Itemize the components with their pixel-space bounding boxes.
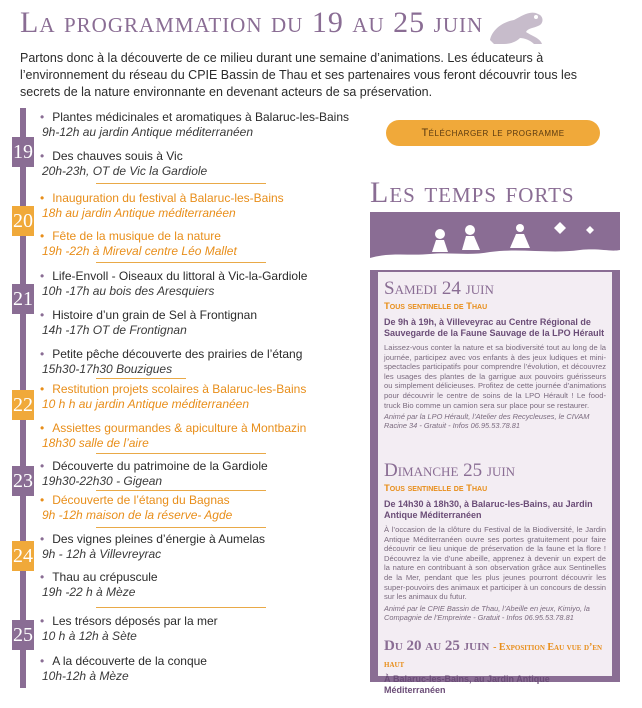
event-title: • Découverte du patrimoine de la Gardiole bbox=[40, 459, 380, 474]
event-title: • Plantes médicinales et aromatiques à Balaruc-les-Bains bbox=[40, 110, 380, 125]
event-detail: 9h -12h maison de la réserve- Agde bbox=[42, 508, 233, 522]
event-detail: 20h-23h, OT de Vic la Gardiole bbox=[42, 164, 208, 178]
dimanche-block bbox=[384, 460, 606, 622]
dimanche-heading: Dimanche 25 juin bbox=[384, 460, 516, 481]
event-title: • Life-Envoll - Oiseaux du littoral à Vic-la-Gardiole bbox=[40, 269, 380, 284]
expo-label: - Exposition Eau vue d’en haut bbox=[384, 642, 603, 670]
event-detail: 10h -17h au bois des Aresquiers bbox=[42, 284, 215, 298]
day-badge-21: 21 bbox=[12, 284, 34, 314]
event-detail: 19h30-22h30 - Gigean bbox=[42, 474, 163, 488]
dimanche-location: De 14h30 à 18h30, à Balaruc-les-Bains, au Jardin Antique Méditerranéen bbox=[384, 499, 593, 520]
event-title: • Histoire d’un grain de Sel à Frontignan bbox=[40, 308, 380, 323]
event-detail: 14h -17h OT de Frontignan bbox=[42, 323, 187, 337]
event-item bbox=[40, 269, 380, 299]
event-item bbox=[40, 459, 380, 489]
event-item bbox=[40, 308, 380, 338]
intro-paragraph: Partons donc à la découverte de ce milieu durant une semaine d’animations. Les éducateurs à l’environnement du réseau du CPIE Bassin de Thau et ses partenaires vous feront découvrir tous les secrets de la nature environnante en devenant acteurs de sa préservation. bbox=[20, 51, 578, 99]
dimanche-credit: Animé par le CPIE Bassin de Thau, l’Abeille en jeux, Kimiyo, la Compagnie de l’Empreinte - Gratuit - Infos 06.95.53.78.81 bbox=[384, 603, 590, 622]
divider bbox=[96, 453, 266, 454]
event-title: • Fête de la musique de la nature bbox=[40, 229, 380, 244]
event-item bbox=[40, 229, 380, 259]
page-title: La programmation du 19 au 25 juin bbox=[20, 6, 484, 39]
children-silhouette-illustration bbox=[370, 212, 620, 270]
divider bbox=[96, 378, 186, 379]
event-detail: 9h - 12h à Villevreyrac bbox=[42, 547, 162, 561]
divider bbox=[96, 527, 266, 528]
event-item bbox=[40, 382, 380, 412]
event-title: • Les trésors déposés par la mer bbox=[40, 614, 380, 629]
download-program-button[interactable]: Télécharger le programme bbox=[386, 120, 600, 146]
event-item bbox=[40, 191, 380, 221]
event-title: • Inauguration du festival à Balaruc-les-Bains bbox=[40, 191, 380, 206]
divider bbox=[96, 262, 266, 263]
divider bbox=[96, 490, 266, 491]
event-item bbox=[40, 570, 380, 600]
event-detail: 10h-12h à Mèze bbox=[42, 669, 129, 683]
event-detail: 19h -22 h à Mèze bbox=[42, 585, 136, 599]
event-detail: 10 h à 12h à Sète bbox=[42, 629, 137, 643]
event-detail: 9h-12h au jardin Antique méditerranéen bbox=[42, 125, 254, 139]
day-badge-24: 24 bbox=[12, 541, 34, 571]
event-detail: 18h au jardin Antique méditerranéen bbox=[42, 206, 236, 220]
day-badge-23: 23 bbox=[12, 466, 34, 496]
divider bbox=[96, 183, 266, 184]
day-badge-19: 19 bbox=[12, 137, 34, 167]
event-title: • A la découverte de la conque bbox=[40, 654, 380, 669]
samedi-description: Laissez-vous conter la nature et sa biodiversité tout au long de la journée, participez avec vos enfants à des jeux ludiques et mini-spectacles participatifs pour comprendre l’évolution, et découvrez les usages des plantes de la garrigue aux pouvoirs guérisseurs ou simplement délicieuses. Profitez de cette journée d’animations pour découvrir le centre de soins de la LPO Hérault ! Le food-truck Bio comme un camion sera sur place pour se restaurer. bbox=[384, 343, 606, 410]
expo-block bbox=[384, 638, 606, 696]
event-item bbox=[40, 654, 380, 684]
expo-dates: Du 20 au 25 juin bbox=[384, 638, 490, 654]
day-badge-22: 22 bbox=[12, 390, 34, 420]
event-item bbox=[40, 421, 380, 451]
event-detail: 19h -22h à Mireval centre Léo Mallet bbox=[42, 244, 237, 258]
event-detail: 18h30 salle de l’aire bbox=[42, 436, 149, 450]
event-item bbox=[40, 149, 380, 179]
event-title: • Restitution projets scolaires à Balaruc-les-Bains bbox=[40, 382, 380, 397]
divider bbox=[96, 607, 266, 608]
intro-text bbox=[20, 50, 620, 101]
temps-forts-heading: Les temps forts bbox=[370, 176, 575, 209]
samedi-block bbox=[384, 278, 606, 430]
day-badge-25: 25 bbox=[12, 620, 34, 650]
event-item bbox=[40, 347, 380, 377]
event-detail: 10 h h au jardin Antique méditerranéen bbox=[42, 397, 250, 411]
samedi-tag: Tous sentinelle de Thau bbox=[384, 301, 488, 312]
event-title: • Des vignes pleines d’énergie à Aumelas bbox=[40, 532, 380, 547]
event-item bbox=[40, 110, 380, 140]
dimanche-description: À l’occasion de la clôture du Festival de la Biodiversité, le Jardin Antique Méditerranéen ouvre ses portes gratuitement pour faire découvrir ce lieu unique de préservation de la faune et la flore ! Découvrez la vie d’une abeille, apprenez à devenir un expert de la nature en contribuant à son observation grâce aux Sentinelles de la Mer, pendant que les plus jeunes pourront découvrir les super-pouvoirs des animaux et participer à un concours de dessin sur les animaux du futur. bbox=[384, 525, 606, 602]
event-title: • Des chauves souis à Vic bbox=[40, 149, 380, 164]
event-title: • Thau au crépuscule bbox=[40, 570, 380, 585]
samedi-heading: Samedi 24 juin bbox=[384, 278, 494, 299]
dimanche-tag: Tous sentinelle de Thau bbox=[384, 483, 488, 494]
event-item bbox=[40, 614, 380, 644]
frog-icon bbox=[480, 2, 550, 48]
event-item bbox=[40, 493, 380, 523]
expo-location: À Balaruc-les-Bains, au Jardin Antique Méditerranéen bbox=[384, 674, 550, 695]
expo-heading bbox=[384, 638, 606, 672]
event-title: • Assiettes gourmandes & apiculture à Montbazin bbox=[40, 421, 380, 436]
day-badge-20: 20 bbox=[12, 206, 34, 236]
event-item bbox=[40, 532, 380, 562]
temps-forts-card bbox=[378, 272, 612, 695]
event-detail: 15h30-17h30 Bouzigues bbox=[42, 362, 173, 376]
event-title: • Découverte de l’étang du Bagnas bbox=[40, 493, 380, 508]
event-title: • Petite pêche découverte des prairies de l’étang bbox=[40, 347, 380, 362]
samedi-credit: Animé par la LPO Hérault, l’Atelier des Recycleuses, le CIVAM Racine 34 - Gratuit - Infos 06.95.53.78.81 bbox=[384, 412, 590, 431]
samedi-location: De 9h à 19h, à Villeveyrac au Centre Régional de Sauvegarde de la Faune Sauvage de la LPO Hérault bbox=[384, 317, 605, 338]
